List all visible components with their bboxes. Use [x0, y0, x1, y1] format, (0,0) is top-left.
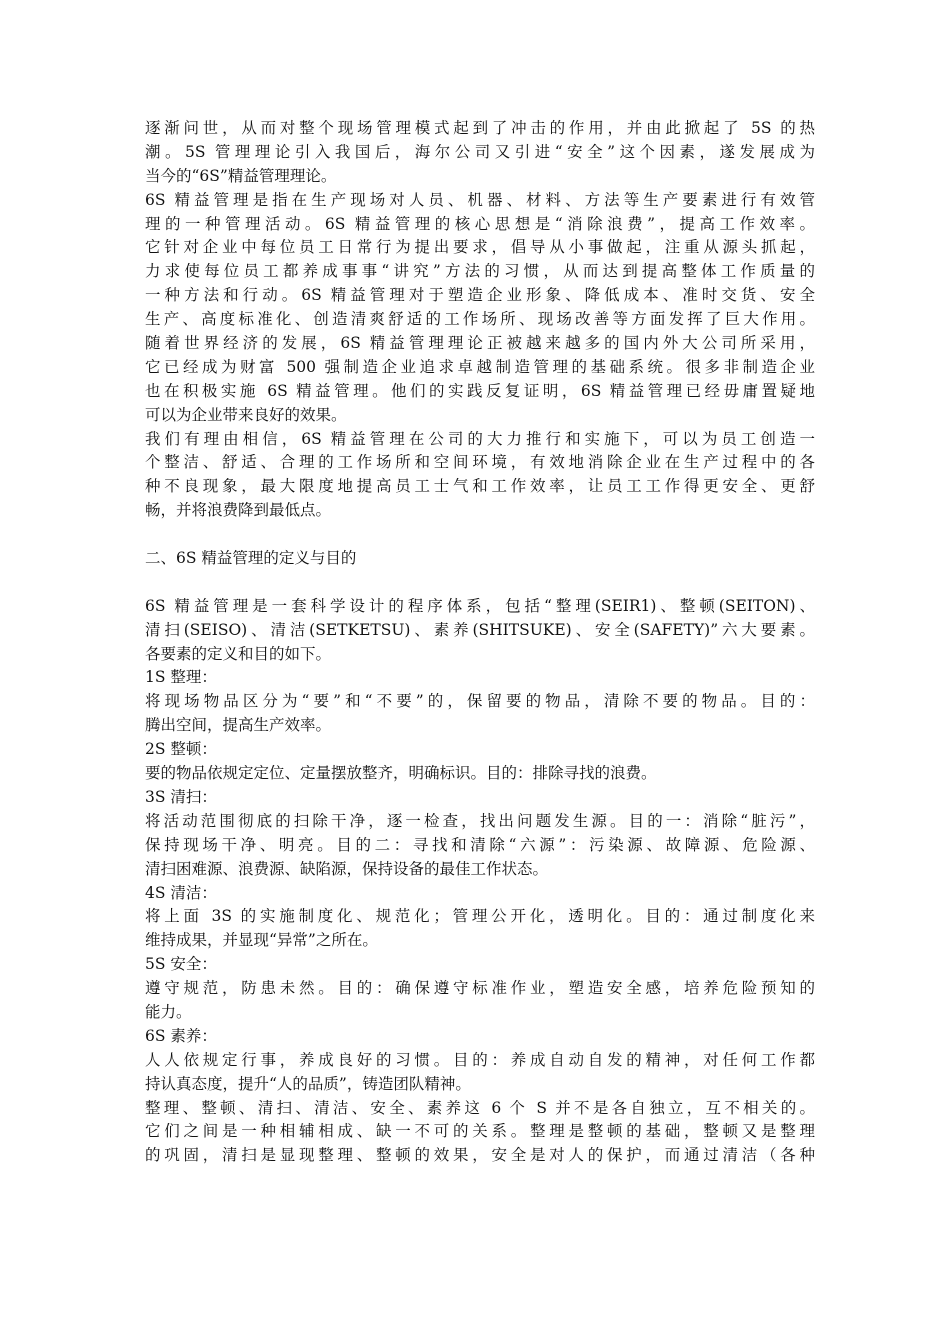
item-title: 6S 素养： [145, 1026, 217, 1045]
text-line: 各要素的定义和目的如下。 [145, 644, 332, 663]
blank-line [145, 571, 815, 595]
paragraph-3 [145, 428, 815, 524]
section-heading: 二、6S 精益管理的定义与目的 [145, 549, 357, 568]
text-line: 6S 精益管理是指在生产现场对人员、机器、材料、方法等生产要素进行有效管 [145, 190, 815, 209]
text-line: 6S 精益管理是一套科学设计的程序体系，包括“整理(SEIR1)、整顿(SEITON)、 [145, 596, 815, 615]
text-line: 力求使每位员工都养成事事“讲究”方法的习惯，从而达到提高整体工作质量的 [145, 262, 815, 281]
text-line: 理的一种管理活动。6S 精益管理的核心思想是“消除浪费”，提高工作效率。 [145, 214, 815, 233]
item-title: 2S 整顿： [145, 740, 217, 759]
text-line: 畅，并将浪费降到最低点。 [145, 501, 332, 520]
paragraph-4 [145, 595, 815, 667]
paragraph-2 [145, 189, 815, 428]
text-line: 要的物品依规定定位、定量摆放整齐，明确标识。目的：排除寻找的浪费。 [145, 764, 657, 783]
document-page [145, 117, 815, 1168]
text-line: 持认真态度，提升“人的品质”，铸造团队精神。 [145, 1074, 471, 1093]
text-line: 可以为企业带来良好的效果。 [145, 405, 347, 424]
text-line: 能力。 [145, 1002, 192, 1021]
text-line: 个整洁、舒适、合理的工作场所和空间环境，有效地消除企业在生产过程中的各 [145, 453, 815, 472]
item-1s [145, 666, 815, 738]
text-line: 也在积极实施 6S 精益管理。他们的实践反复证明，6S 精益管理已经毋庸置疑地 [145, 381, 815, 400]
item-title: 5S 安全： [145, 955, 217, 974]
item-4s [145, 882, 815, 954]
text-line: 腾出空间，提高生产效率。 [145, 716, 332, 735]
item-6s [145, 1025, 815, 1097]
text-line: 逐渐问世，从而对整个现场管理模式起到了冲击的作用，并由此掀起了 5S 的热 [145, 119, 815, 137]
item-title: 1S 整理： [145, 668, 217, 687]
text-line: 维持成果，并显现“异常”之所在。 [145, 931, 378, 950]
item-5s [145, 953, 815, 1025]
text-line: 种不良现象，最大限度地提高员工士气和工作效率，让员工工作得更安全、更舒 [145, 477, 815, 496]
text-line: 它针对企业中每位员工日常行为提出要求，倡导从小事做起，注重从源头抓起， [145, 238, 815, 257]
text-line: 生产、高度标准化、创造清爽舒适的工作场所、现场改善等方面发挥了巨大作用。 [145, 310, 815, 329]
text-line: 清扫(SEISO)、清洁(SETKETSU)、素养(SHITSUKE)、安全(SAFETY)”六大要素。 [145, 620, 815, 639]
text-line: 将上面 3S 的实施制度化、规范化；管理公开化，透明化。目的：通过制度化来 [145, 907, 815, 926]
text-line: 保持现场干净、明亮。目的二：寻找和清除“六源”：污染源、故障源、危险源、 [145, 835, 815, 854]
text-line: 遵守规范，防患未然。目的：确保遵守标准作业，塑造安全感，培养危险预知的 [145, 979, 815, 998]
text-line: 将现场物品区分为“要”和“不要”的，保留要的物品，清除不要的物品。目的： [145, 692, 815, 711]
paragraph-5 [145, 1097, 815, 1169]
text-line: 它们之间是一种相辅相成、缺一不可的关系。整理是整顿的基础，整顿又是整理 [145, 1122, 815, 1141]
text-line: 随着世界经济的发展，6S 精益管理理论正被越来越多的国内外大公司所采用， [145, 334, 815, 353]
text-line: 的巩固，清扫是显现整理、整顿的效果，安全是对人的保护，而通过清洁（各种 [145, 1146, 815, 1165]
text-line: 一种方法和行动。6S 精益管理对于塑造企业形象、降低成本、准时交货、安全 [145, 286, 815, 305]
text-line: 它已经成为财富 500 强制造企业追求卓越制造管理的基础系统。很多非制造企业 [145, 357, 815, 376]
item-title: 4S 清洁： [145, 883, 217, 902]
item-2s [145, 738, 815, 786]
text-line: 人人依规定行事，养成良好的习惯。目的：养成自动自发的精神，对任何工作都 [145, 1050, 815, 1069]
blank-line [145, 523, 815, 547]
item-title: 3S 清扫： [145, 787, 217, 806]
paragraph-1 [145, 117, 815, 189]
text-line: 潮。5S 管理理论引入我国后，海尔公司又引进“安全”这个因素，遂发展成为 [145, 142, 815, 161]
text-line: 整理、整顿、清扫、清洁、安全、素养这 6 个 S 并不是各自独立，互不相关的。 [145, 1098, 815, 1117]
text-line: 当今的“6S”精益管理理论。 [145, 166, 337, 185]
text-line: 清扫困难源、浪费源、缺陷源，保持设备的最佳工作状态。 [145, 859, 549, 878]
text-line: 我们有理由相信，6S 精益管理在公司的大力推行和实施下，可以为员工创造一 [145, 429, 815, 448]
text-line: 将活动范围彻底的扫除干净，逐一检查，找出问题发生源。目的一：消除“脏污”， [145, 811, 815, 830]
item-3s [145, 786, 815, 882]
